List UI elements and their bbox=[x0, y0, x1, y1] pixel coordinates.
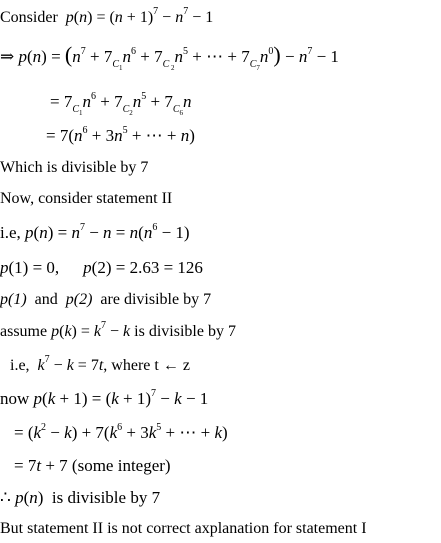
label-ie-2: i.e, bbox=[10, 357, 30, 374]
line-7t-plus-7: = 7t + 7 (some integer) bbox=[14, 456, 171, 475]
label-consider: Consider bbox=[0, 9, 58, 26]
label-is-divisible: is divisible by 7 bbox=[134, 323, 236, 340]
line-factored: = $7(n^6 + 3n^5$ + ⋯ + n) bbox=[46, 125, 195, 145]
line-expanded-k: = $(k^2 - k) + 7(k^6 + 3k^5$ + ⋯ + k) bbox=[14, 422, 228, 442]
line-assume: assume $p(k) = k^7 - k$ is divisible by 7 bbox=[0, 320, 236, 340]
line-now-pk1: now $p(k + 1) = (k + 1)^7 - k - 1$ bbox=[0, 388, 209, 408]
label-where: where t ← z bbox=[111, 357, 190, 374]
line-p1-p2-divisible: p(1) and p(2) are divisible by 7 bbox=[0, 291, 212, 308]
label-assume: assume bbox=[0, 323, 48, 340]
line-consider: Consider $p(n) = (n + 1)^7 - n^7 - 1$ bbox=[0, 6, 214, 26]
line-therefore: ∴ p(n) is divisible by 7 bbox=[0, 488, 161, 507]
label-some-integer: (some integer) bbox=[71, 456, 171, 475]
label-therefore-divisible: is divisible by 7 bbox=[51, 488, 161, 507]
label-ie: i.e, bbox=[0, 223, 21, 242]
line-which-divisible: Which is divisible by 7 bbox=[0, 159, 149, 176]
line-conclusion: But statement II is not correct axplanation for statement I bbox=[0, 520, 367, 537]
line-ie-k: i.e, $k^7 - k = 7t$, where t ← z bbox=[10, 354, 190, 374]
line-now-consider: Now, consider statement II bbox=[0, 190, 173, 207]
label-are-divisible: are divisible by 7 bbox=[100, 291, 212, 308]
line-simplified: = $7_{C_1}n^6 + 7_{C_2}n^5 + 7_{C_6}n$ bbox=[50, 91, 192, 117]
line-expansion: ⇒ $p(n) = (n^7 + 7_{C_1}n^6 + 7_{C _2}n^5$ + ⋯ + $7_{C_7}n^0) - n^7 - 1$ bbox=[0, 42, 339, 72]
line-statement-ii: i.e, $p(n) = n^7 - n = n(n^6 - 1)$ bbox=[0, 222, 190, 242]
label-now: now bbox=[0, 389, 30, 408]
label-and: and bbox=[34, 291, 58, 308]
line-base-cases: p(1) = 0, p(2) = 2.63 = 126 bbox=[0, 258, 203, 277]
